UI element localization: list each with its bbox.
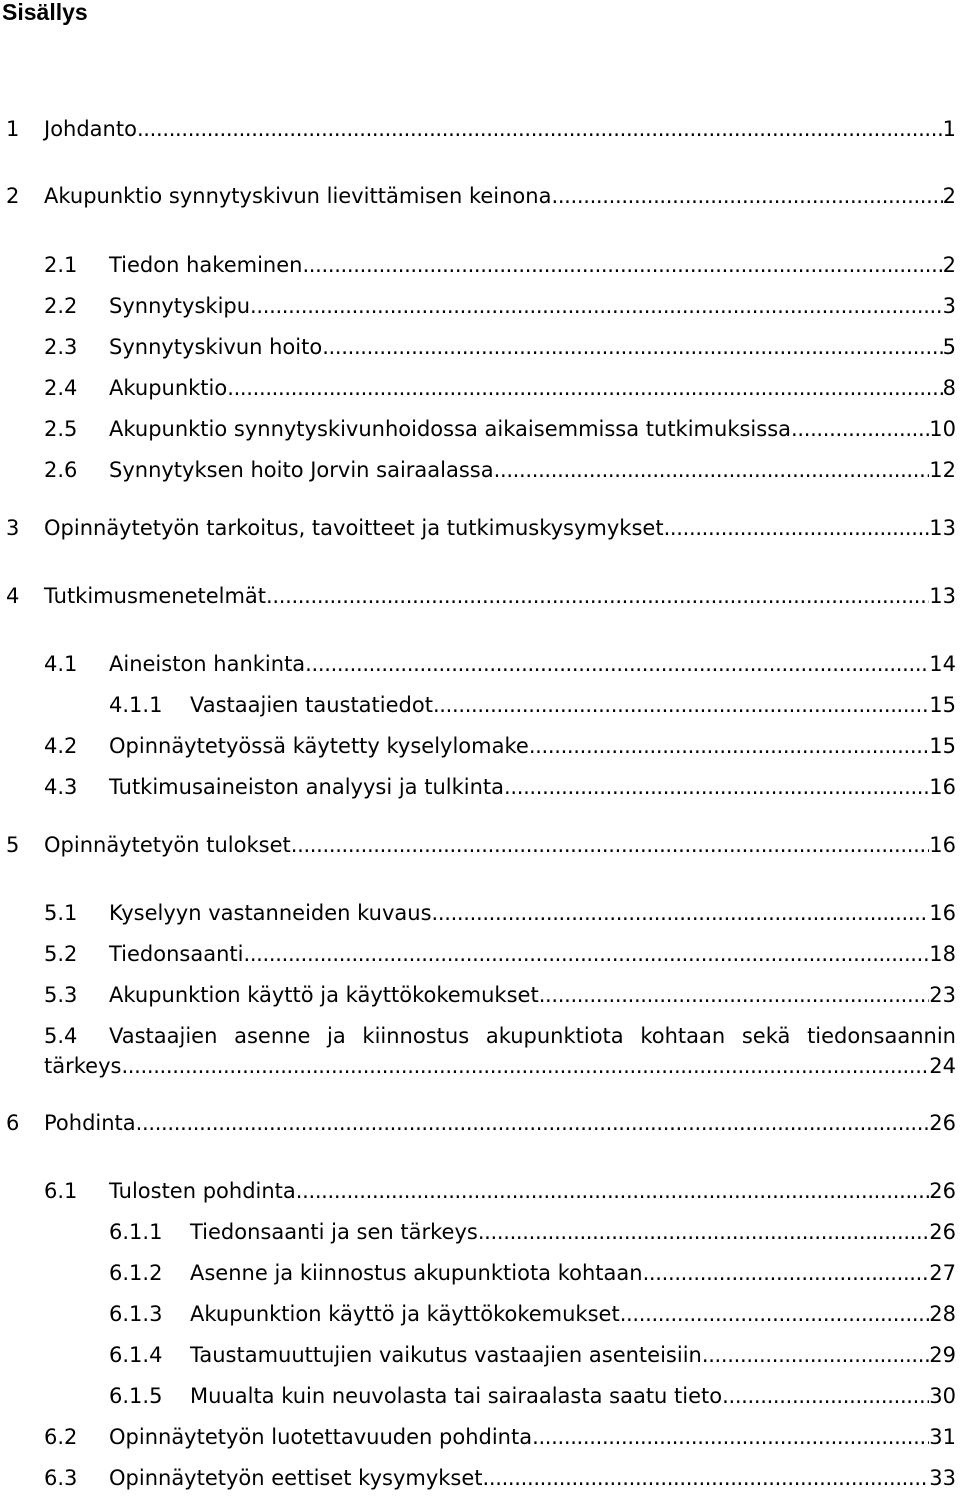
toc-entry-number: 5.1 (44, 901, 78, 925)
toc-entry-page: 13 (929, 516, 956, 540)
toc-entry[interactable] (6, 1177, 956, 1205)
toc-dot-leader (322, 333, 942, 361)
toc-entry[interactable] (6, 1218, 956, 1246)
toc-entry-number: 6.1 (44, 1179, 78, 1203)
toc-dot-leader (121, 1052, 929, 1080)
toc-entry[interactable] (6, 374, 956, 402)
toc-dot-leader (296, 1177, 929, 1205)
toc-entry[interactable] (6, 1382, 956, 1410)
toc-entry[interactable] (6, 251, 956, 279)
toc-entry-page: 15 (929, 693, 956, 717)
toc-entry-title-word: tiedonsaannin (807, 1024, 956, 1048)
toc-entry[interactable] (6, 1109, 956, 1137)
toc-entry-page: 29 (929, 1343, 956, 1367)
toc-entry-title-word: akupunktiota (485, 1024, 624, 1048)
toc-entry-number: 6.1.1 (109, 1220, 163, 1244)
toc-entry-title: Opinnäytetyössä käytetty kyselylomake (109, 734, 529, 758)
toc-entry[interactable] (6, 582, 956, 610)
toc-entry-title: Akupunktio synnytyskivunhoidossa aikaisemmissa tutkimuksissa (109, 417, 792, 441)
toc-entry[interactable] (6, 650, 956, 678)
toc-dot-leader (432, 899, 930, 927)
toc-entry-title: Synnytyksen hoito Jorvin sairaalassa (109, 458, 494, 482)
toc-entry-number: 4 (6, 584, 20, 608)
toc-entry[interactable] (6, 1300, 956, 1328)
toc-entry[interactable] (6, 1464, 956, 1492)
toc-entry-number: 3 (6, 516, 20, 540)
toc-entry-title: Akupunktio (109, 376, 228, 400)
toc-entry-number: 2.4 (44, 376, 78, 400)
toc-entry-title-word: kohtaan (640, 1024, 726, 1048)
toc-entry-title: Kyselyyn vastanneiden kuvaus (109, 901, 432, 925)
toc-heading: Sisällys (2, 0, 88, 25)
toc-entry-title: Aineiston hankinta (109, 652, 306, 676)
toc-entry-title: Synnytyskipu (109, 294, 251, 318)
toc-entry[interactable] (6, 1022, 956, 1050)
toc-entry-page: 3 (942, 294, 956, 318)
toc-entry-number: 6 (6, 1111, 20, 1135)
toc-entry-title: Tulosten pohdinta (109, 1179, 296, 1203)
toc-entry-page: 24 (929, 1054, 956, 1078)
toc-entry-number: 6.1.2 (109, 1261, 163, 1285)
toc-entry-page: 14 (929, 652, 956, 676)
toc-entry-number: 2.2 (44, 294, 78, 318)
toc-entry[interactable] (6, 415, 956, 443)
toc-entry-page: 15 (929, 734, 956, 758)
toc-entry[interactable] (6, 732, 956, 760)
toc-entry-title-word: kiinnostus (362, 1024, 470, 1048)
toc-entry-page: 18 (929, 942, 956, 966)
toc-entry-page: 12 (929, 458, 956, 482)
toc-dot-leader (243, 940, 929, 968)
toc-dot-leader (722, 1382, 929, 1410)
toc-entry-title-word: sekä (741, 1024, 791, 1048)
toc-entry[interactable] (6, 831, 956, 859)
toc-dot-leader (302, 251, 942, 279)
toc-entry-page: 23 (929, 983, 956, 1007)
toc-entry-number: 6.1.5 (109, 1384, 163, 1408)
toc-entry-page: 16 (929, 901, 956, 925)
toc-entry-page: 16 (929, 833, 956, 857)
toc-entry-page: 30 (929, 1384, 956, 1408)
toc-entry[interactable] (6, 292, 956, 320)
toc-entry-page: 10 (929, 417, 956, 441)
toc-dot-leader (702, 1341, 929, 1369)
toc-entry[interactable] (6, 514, 956, 542)
toc-entry[interactable] (6, 899, 956, 927)
toc-entry-title-word: ja (327, 1024, 346, 1048)
toc-entry-number: 5.3 (44, 983, 78, 1007)
toc-dot-leader (136, 1109, 930, 1137)
toc-entry-page: 26 (929, 1111, 956, 1135)
toc-entry[interactable] (6, 940, 956, 968)
toc-entry-title: Tutkimusaineiston analyysi ja tulkinta (109, 775, 505, 799)
toc-entry-page: 1 (942, 117, 956, 141)
toc-entry[interactable] (6, 1259, 956, 1287)
toc-entry-number: 5.4 (44, 1024, 78, 1048)
toc-entry-title: Synnytyskivun hoito (109, 335, 323, 359)
toc-dot-leader (250, 292, 943, 320)
toc-entry-number: 4.1.1 (109, 693, 163, 717)
toc-dot-leader (478, 1218, 929, 1246)
toc-entry-page: 2 (942, 253, 956, 277)
toc-entry-number: 6.1.3 (109, 1302, 163, 1326)
toc-entry-continuation[interactable] (6, 1052, 956, 1080)
toc-entry-title: Asenne ja kiinnostus akupunktiota kohtaan (190, 1261, 643, 1285)
toc-entry-title: Pohdinta (44, 1111, 136, 1135)
toc-entry-page: 16 (929, 775, 956, 799)
toc-dot-leader (494, 456, 930, 484)
toc-entry-title: Johdanto (44, 117, 137, 141)
toc-entry-title: Opinnäytetyön eettiset kysymykset (109, 1466, 483, 1490)
toc-entry[interactable] (6, 981, 956, 1009)
toc-dot-leader (664, 514, 930, 542)
toc-entry-title: Tiedon hakeminen (109, 253, 303, 277)
toc-entry-title: Opinnäytetyön tarkoitus, tavoitteet ja tutkimuskysymykset (44, 516, 664, 540)
toc-dot-leader (791, 415, 929, 443)
toc-entry-number: 4.1 (44, 652, 78, 676)
toc-entry-page: 2 (942, 184, 956, 208)
toc-entry-number: 2 (6, 184, 20, 208)
toc-entry-page: 31 (929, 1425, 956, 1449)
toc-dot-leader (529, 732, 929, 760)
toc-entry-number: 6.1.4 (109, 1343, 163, 1367)
toc-dot-leader (227, 374, 942, 402)
toc-entry-number: 5.2 (44, 942, 78, 966)
toc-entry-title-word: Vastaajien (109, 1024, 218, 1048)
toc-entry-number: 2.1 (44, 253, 78, 277)
toc-entry[interactable] (6, 1423, 956, 1451)
toc-entry-number: 6.3 (44, 1466, 78, 1490)
toc-entry-page: 28 (929, 1302, 956, 1326)
toc-dot-leader (266, 582, 929, 610)
toc-entry-number: 2.3 (44, 335, 78, 359)
toc-entry-title: Opinnäytetyön tulokset (44, 833, 291, 857)
toc-entry-title: tärkeys (44, 1054, 122, 1078)
toc-entry[interactable] (6, 691, 956, 719)
toc-dot-leader (504, 773, 929, 801)
toc-entry[interactable] (6, 333, 956, 361)
toc-entry-page: 13 (929, 584, 956, 608)
toc-entry-number: 4.2 (44, 734, 78, 758)
toc-entry-title: Taustamuuttujien vaikutus vastaajien asenteisiin (190, 1343, 702, 1367)
toc-entry[interactable] (6, 456, 956, 484)
toc-entry-title: Akupunktion käyttö ja käyttökokemukset (190, 1302, 620, 1326)
toc-entry[interactable] (6, 773, 956, 801)
toc-dot-leader (483, 1464, 930, 1492)
toc-dot-leader (291, 831, 930, 859)
toc-entry-number: 1 (6, 117, 20, 141)
toc-entry-title: Tiedonsaanti (109, 942, 244, 966)
toc-entry-number: 2.6 (44, 458, 78, 482)
toc-dot-leader (539, 981, 930, 1009)
toc-entry[interactable] (6, 115, 956, 143)
toc-entry-title: Muualta kuin neuvolasta tai sairaalasta saatu tieto (190, 1384, 723, 1408)
toc-entry-page: 26 (929, 1179, 956, 1203)
toc-entry-title: Opinnäytetyön luotettavuuden pohdinta (109, 1425, 533, 1449)
toc-dot-leader (551, 182, 942, 210)
toc-entry[interactable] (6, 182, 956, 210)
toc-entry-page: 8 (942, 376, 956, 400)
toc-entry-title: Vastaajien taustatiedot (190, 693, 433, 717)
toc-entry-number: 4.3 (44, 775, 78, 799)
toc-entry-page: 26 (929, 1220, 956, 1244)
toc-entry-title: Akupunktion käyttö ja käyttökokemukset (109, 983, 539, 1007)
toc-entry-number: 2.5 (44, 417, 78, 441)
toc-entry-page: 5 (942, 335, 956, 359)
toc-entry-title: Tiedonsaanti ja sen tärkeys (190, 1220, 478, 1244)
toc-dot-leader (433, 691, 929, 719)
toc-dot-leader (305, 650, 929, 678)
toc-entry-page: 33 (929, 1466, 956, 1490)
toc-entry-number: 5 (6, 833, 20, 857)
toc-dot-leader (620, 1300, 930, 1328)
toc-entry-number: 6.2 (44, 1425, 78, 1449)
toc-entry-title: Tutkimusmenetelmät (44, 584, 267, 608)
toc-entry-title-word: asenne (234, 1024, 311, 1048)
toc-dot-leader (643, 1259, 930, 1287)
toc-entry-title: Akupunktio synnytyskivun lievittämisen keinona (44, 184, 552, 208)
toc-entry[interactable] (6, 1341, 956, 1369)
toc-dot-leader (532, 1423, 929, 1451)
toc-entry-page: 27 (929, 1261, 956, 1285)
toc-dot-leader (137, 115, 943, 143)
